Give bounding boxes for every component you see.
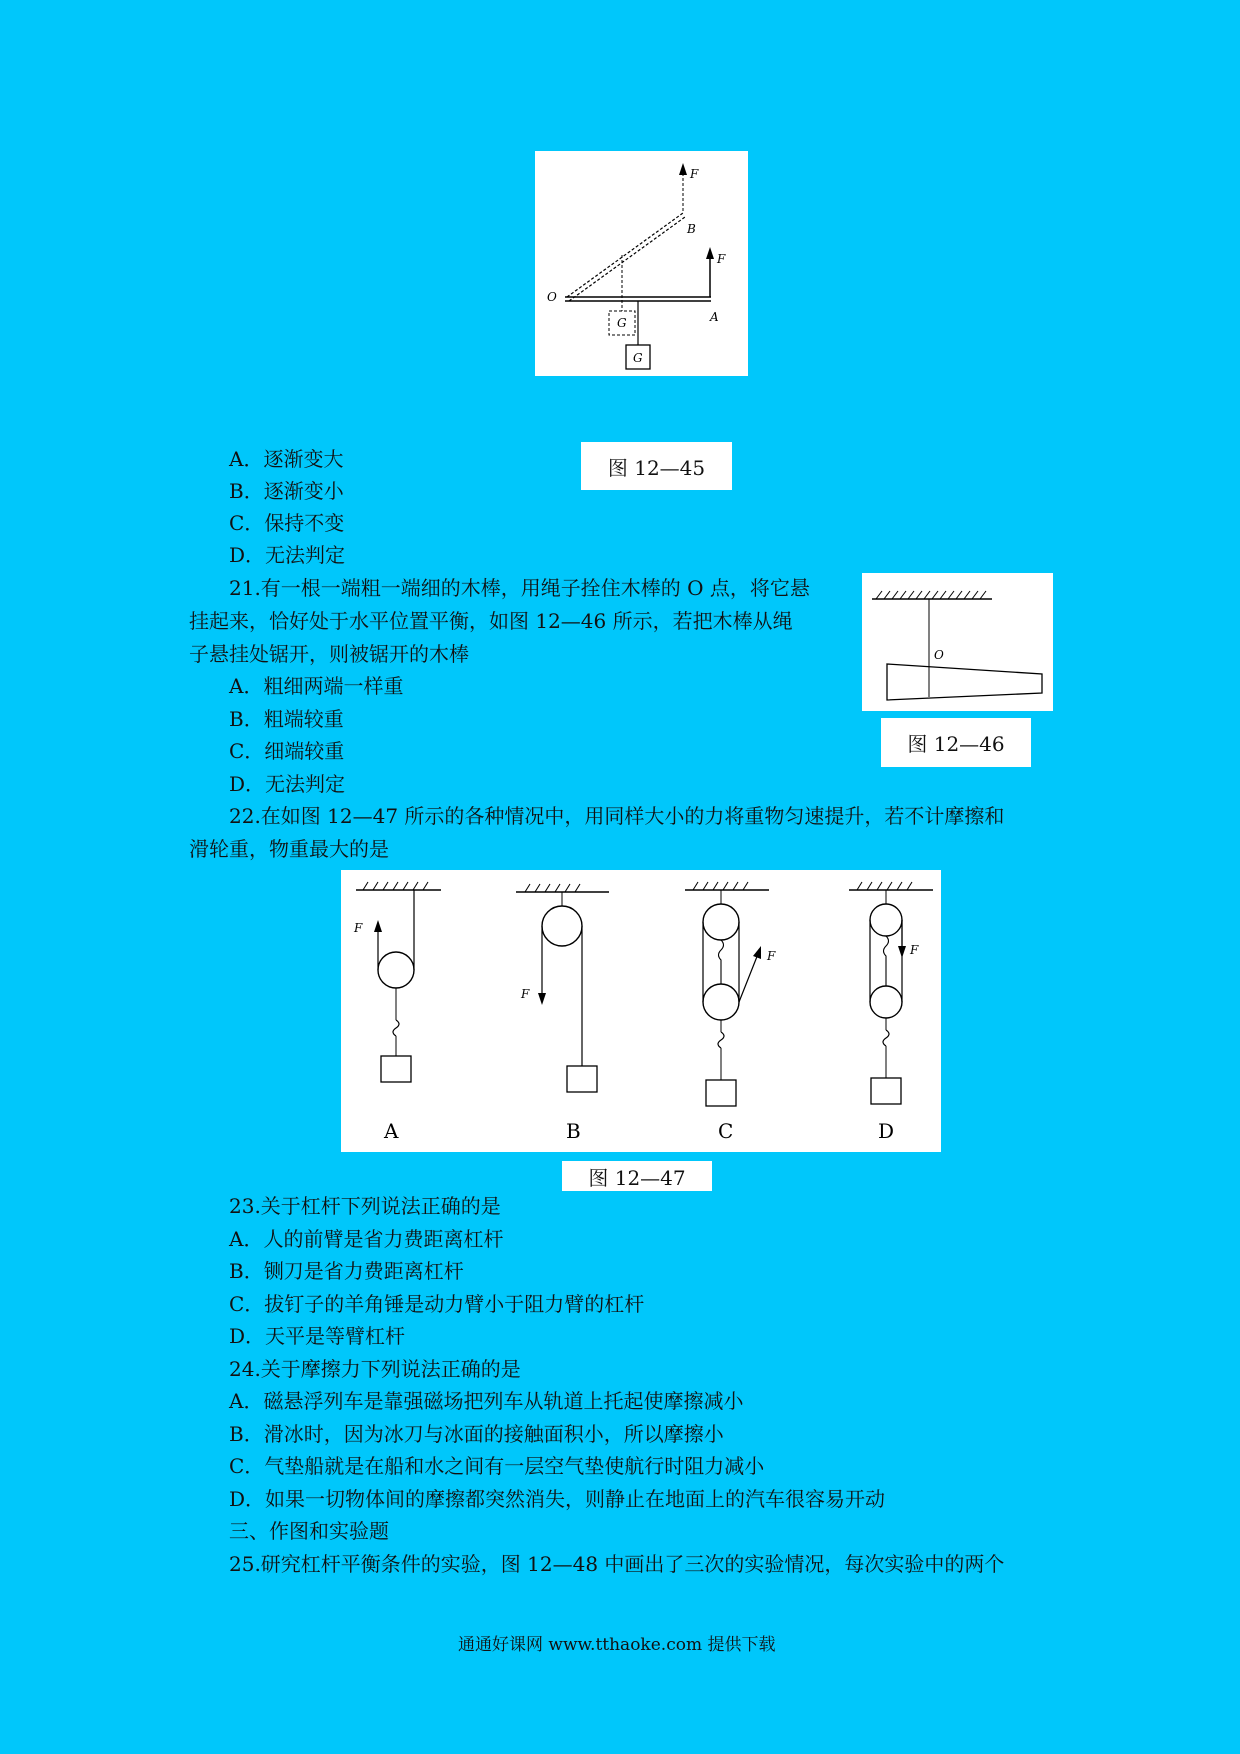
q20-option-b: B．逐渐变小 — [229, 479, 344, 503]
q24-option-d: D．如果一切物体间的摩擦都突然消失，则静止在地面上的汽车很容易开动 — [229, 1487, 886, 1511]
q22-stem-line2: 滑轮重，物重最大的是 — [189, 837, 389, 861]
q21-option-d: D．无法判定 — [229, 772, 346, 796]
fig45-label-g-dashed: G — [617, 316, 627, 330]
q21-option-a: A．粗细两端一样重 — [229, 674, 404, 698]
fig47-panel-label-b: B — [566, 1119, 581, 1143]
q23-option-d: D．天平是等臂杠杆 — [229, 1324, 406, 1348]
fig47-panel-a — [353, 882, 441, 1143]
fig47-panel-label-a: A — [384, 1119, 399, 1143]
figure-12-46 — [862, 573, 1053, 711]
q23-option-a: A．人的前臂是省力费距离杠杆 — [229, 1227, 504, 1251]
fig45-label-b: B — [687, 222, 696, 236]
q22-stem-line1: 22.在如图 12—47 所示的各种情况中，用同样大小的力将重物匀速提升，若不计摩擦和 — [229, 804, 1005, 828]
fig47-panel-b — [516, 884, 609, 1143]
q25-stem: 25.研究杠杆平衡条件的实验，图 12—48 中画出了三次的实验情况，每次实验中的两个 — [229, 1552, 1005, 1576]
page-footer: 通通好课网 www.tthaoke.com 提供下载 — [458, 1635, 776, 1655]
q21-option-b: B．粗端较重 — [229, 707, 344, 731]
q20-option-c: C．保持不变 — [229, 511, 345, 535]
q24-option-b: B．滑冰时，因为冰刀与冰面的接触面积小，所以摩擦小 — [229, 1422, 724, 1446]
fig45-label-g-solid: G — [633, 351, 643, 365]
fig45-label-f-right: F — [717, 252, 726, 266]
fig45-label-o: O — [547, 290, 557, 304]
fig45-label-a: A — [710, 310, 719, 324]
q23-option-c: C．拔钉子的羊角锤是动力臂小于阻力臂的杠杆 — [229, 1292, 645, 1316]
q21-stem-line2: 挂起来，恰好处于水平位置平衡，如图 12—46 所示，若把木棒从绳 — [189, 609, 793, 633]
q21-option-c: C．细端较重 — [229, 739, 345, 763]
fig47-panel-c — [685, 882, 776, 1143]
figure-12-47 — [341, 870, 941, 1152]
figure-12-47-caption: 图 12—47 — [562, 1161, 712, 1191]
q24-option-c: C．气垫船就是在船和水之间有一层空气垫使航行时阻力减小 — [229, 1454, 765, 1478]
q23-option-b: B．铡刀是省力费距离杠杆 — [229, 1259, 464, 1283]
q24-option-a: A．磁悬浮列车是靠强磁场把列车从轨道上托起使摩擦减小 — [229, 1389, 744, 1413]
fig47-force-label-c: F — [767, 949, 776, 963]
section-3-heading: 三、作图和实验题 — [229, 1519, 389, 1543]
figure-12-46-caption: 图 12—46 — [881, 718, 1031, 767]
q21-stem-line3: 子悬挂处锯开，则被锯开的木棒 — [189, 642, 469, 666]
figure-12-45 — [535, 151, 748, 376]
fig47-panel-d — [849, 882, 933, 1143]
fig47-force-label-b: F — [521, 987, 530, 1001]
fig45-label-f-top: F — [690, 167, 699, 181]
q24-stem: 24.关于摩擦力下列说法正确的是 — [229, 1357, 521, 1381]
q20-option-a: A．逐渐变大 — [229, 447, 344, 471]
q23-stem: 23.关于杠杆下列说法正确的是 — [229, 1194, 501, 1218]
figure-12-45-caption: 图 12—45 — [581, 442, 732, 490]
fig47-panel-label-c: C — [718, 1119, 734, 1143]
fig47-force-label-a: F — [354, 921, 363, 935]
q21-stem-line1: 21.有一根一端粗一端细的木棒，用绳子拴住木棒的 O 点，将它悬 — [229, 576, 810, 600]
fig47-force-label-d: F — [910, 943, 919, 957]
fig46-label-o: O — [934, 648, 944, 662]
q20-option-d: D．无法判定 — [229, 543, 346, 567]
fig47-panel-label-d: D — [878, 1119, 895, 1143]
